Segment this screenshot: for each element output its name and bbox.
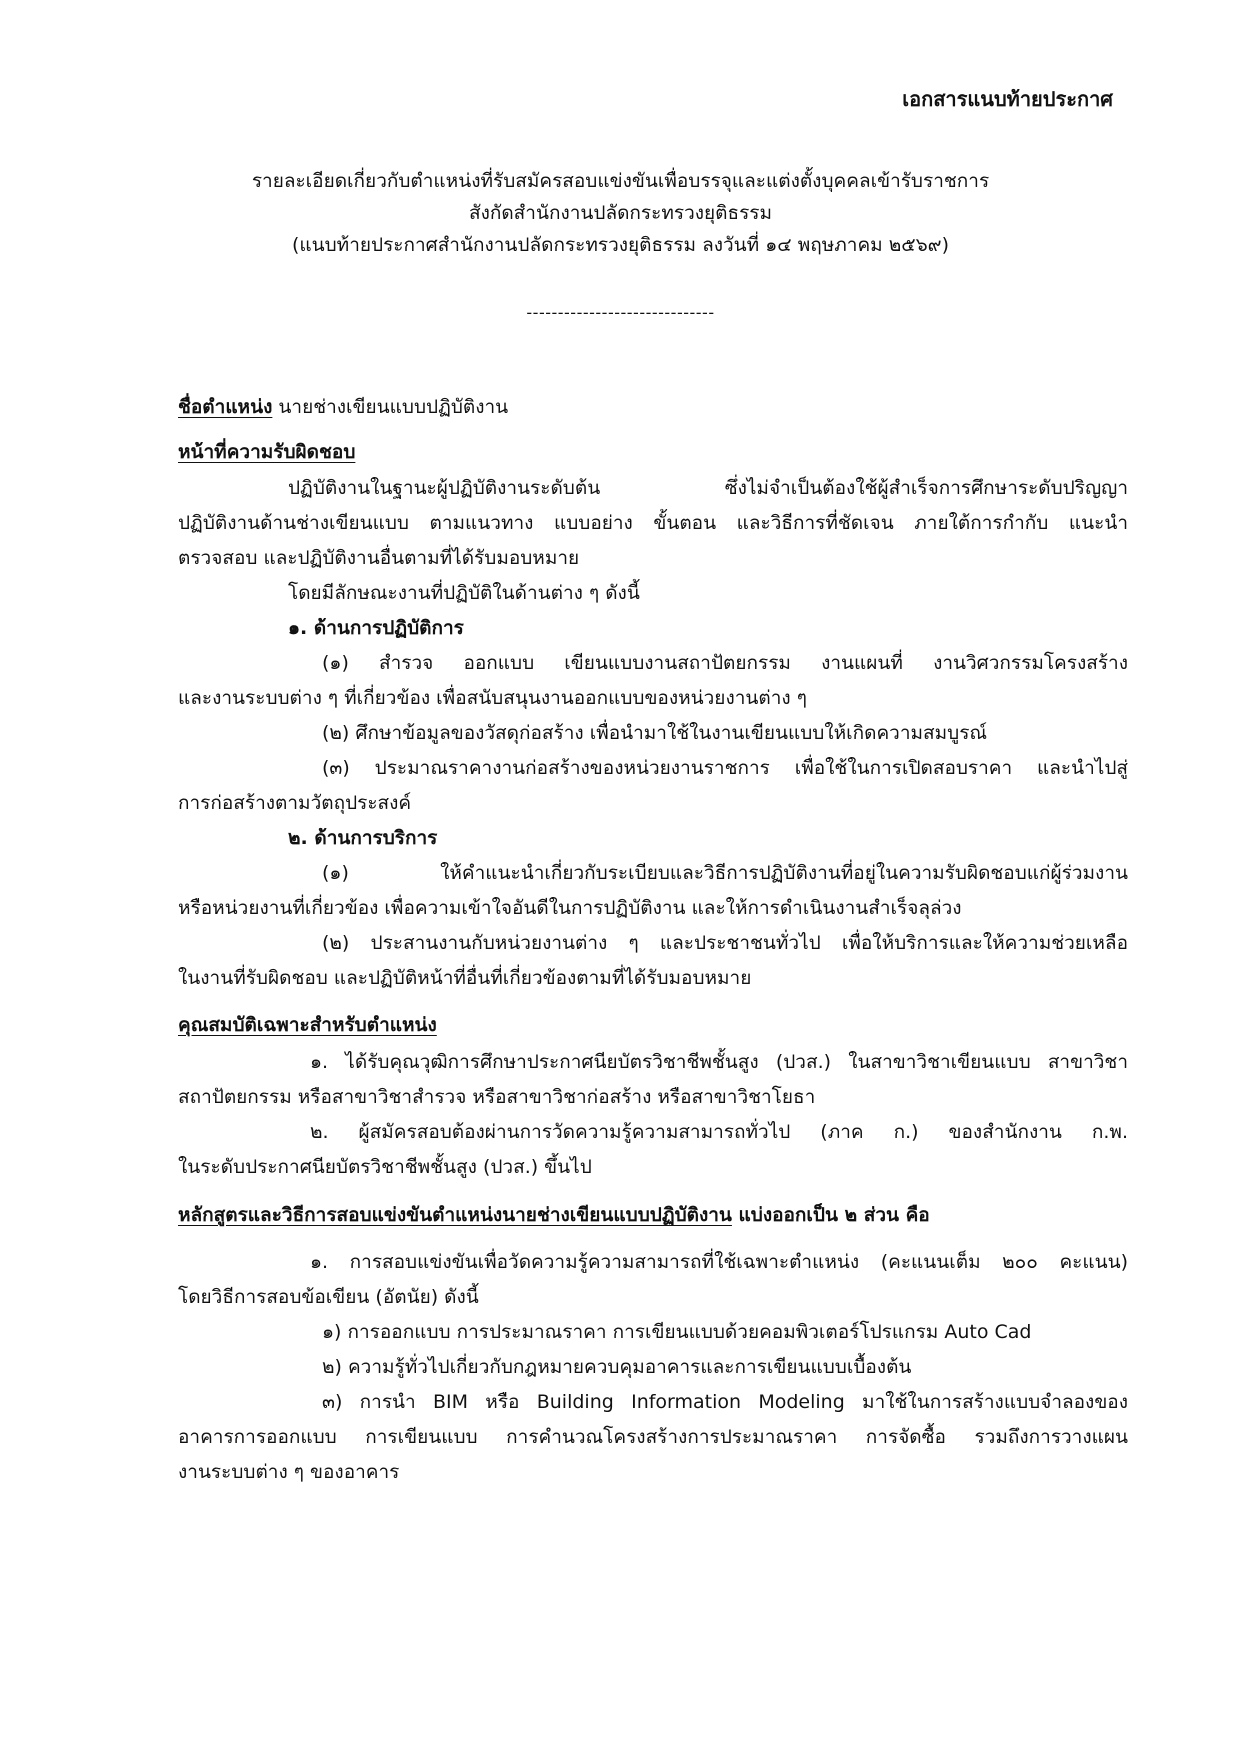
header-line-3: (แนบท้ายประกาศสำนักงานปลัดกระทรวงยุติธรรม ลงวันที่ ๑๔ พฤษภาคม ๒๕๖๙) [291,234,950,256]
section1-title: ๑. ด้านการปฏิบัติการ [288,617,464,639]
duties-intro-line-2: ปฏิบัติงานด้านช่างเขียนแบบ ตามแนวทาง แบบอย่าง ขั้นตอน และวิธีการที่ชัดเจน ภายใต้การกำกับ แนะนำ [178,512,1128,534]
qualification-2-line2: ในระดับประกาศนียบัตรวิชาชีพชั้นสูง (ปวส.) ขึ้นไป [178,1156,592,1178]
qualification-1-line1: ๑. ได้รับคุณวุฒิการศึกษาประกาศนียบัตรวิชาชีพชั้นสูง (ปวส.) ในสาขาวิชาเขียนแบบ สาขาวิชา [310,1051,1128,1073]
duties-intro-line-3: ตรวจสอบ และปฏิบัติงานอื่นตามที่ได้รับมอบหมาย [178,547,580,569]
section2-item1-line2: หรือหน่วยงานที่เกี่ยวข้อง เพื่อความเข้าใจอันดีในการปฏิบัติงาน และให้การดำเนินงานสำเร็จลุล่วง [178,897,962,919]
position-label: ชื่อตำแหน่ง [178,396,273,418]
section1-item1-line1: (๑) สำรวจ ออกแบบ เขียนแบบงานสถาปัตยกรรม งานแผนที่ งานวิศวกรรมโครงสร้าง [322,652,1128,674]
curriculum-subitem1-line1: ๑) การออกแบบ การประมาณราคา การเขียนแบบด้วยคอมพิวเตอร์โปรแกรม Auto Cad [322,1321,1032,1343]
duties-intro-line-1: ปฏิบัติงานในฐานะผู้ปฏิบัติงานระดับต้น ซึ่งไม่จำเป็นต้องใช้ผู้สำเร็จการศึกษาระดับปริญญา [288,477,1128,499]
qualification-2-line1: ๒. ผู้สมัครสอบต้องผ่านการวัดความรู้ความสามารถทั่วไป (ภาค ก.) ของสำนักงาน ก.พ. [310,1121,1128,1143]
curriculum-heading-row [178,1200,930,1230]
curriculum-item1-line2: โดยวิธีการสอบข้อเขียน (อัตนัย) ดังนี้ [178,1286,479,1308]
separator-line: ------------------------------ [526,303,715,322]
duties-heading: หน้าที่ความรับผิดชอบ [178,441,356,463]
curriculum-subitem2-line1: ๒) ความรู้ทั่วไปเกี่ยวกับกฎหมายควบคุมอาคารและการเขียนแบบเบื้องต้น [322,1356,912,1378]
position-value: นายช่างเขียนแบบปฏิบัติงาน [278,396,509,418]
curriculum-subitem3-line1: ๓) การนำ BIM หรือ Building Information Modeling มาใช้ในการสร้างแบบจำลองของ [322,1391,1128,1413]
section2-item2-line1: (๒) ประสานงานกับหน่วยงานต่าง ๆ และประชาชนทั่วไป เพื่อให้บริการและให้ความช่วยเหลือ [322,932,1128,954]
section1-item3-line2: การก่อสร้างตามวัตถุประสงค์ [178,792,412,814]
curriculum-heading: หลักสูตรและวิธีการสอบแข่งขันตำแหน่งนายช่างเขียนแบบปฏิบัติงาน [178,1204,732,1226]
qualifications-heading: คุณสมบัติเฉพาะสำหรับตำแหน่ง [178,1014,437,1036]
header-line-1: รายละเอียดเกี่ยวกับตำแหน่งที่รับสมัครสอบแข่งขันเพื่อบรรจุและแต่งตั้งบุคคลเข้ารับราชการ [251,170,990,192]
section2-title: ๒. ด้านการบริการ [288,827,438,849]
attachment-label: เอกสารแนบท้ายประกาศ [902,87,1113,111]
curriculum-item1-line1: ๑. การสอบแข่งขันเพื่อวัดความรู้ความสามารถที่ใช้เฉพาะตำแหน่ง (คะแนนเต็ม ๒๐๐ คะแนน) [310,1251,1128,1273]
curriculum-subitem3-line2: อาคารการออกแบบ การเขียนแบบ การคำนวณโครงสร้างการประมาณราคา การจัดซื้อ รวมถึงการวางแผน [178,1426,1128,1448]
section1-item3-line1: (๓) ประมาณราคางานก่อสร้างของหน่วยงานราชการ เพื่อใช้ในการเปิดสอบราคา และนำไปสู่ [322,757,1128,779]
header-line-2: สังกัดสำนักงานปลัดกระทรวงยุติธรรม [468,202,773,224]
curriculum-subitem3-line3: งานระบบต่าง ๆ ของอาคาร [178,1461,400,1483]
section2-item2-line2: ในงานที่รับผิดชอบ และปฏิบัติหน้าที่อื่นที่เกี่ยวข้องตามที่ได้รับมอบหมาย [178,967,752,989]
section2-item1-line1: (๑) ให้คำแนะนำเกี่ยวกับระเบียบและวิธีการปฏิบัติงานที่อยู่ในความรับผิดชอบแก่ผู้ร่วมงาน [322,862,1128,884]
qualification-1-line2: สถาปัตยกรรม หรือสาขาวิชาสำรวจ หรือสาขาวิชาก่อสร้าง หรือสาขาวิชาโยธา [178,1086,816,1108]
section1-item1-line2: และงานระบบต่าง ๆ ที่เกี่ยวข้อง เพื่อสนับสนุนงานออกแบบของหน่วยงานต่าง ๆ [178,687,807,709]
position-row [178,392,508,422]
section1-item2-line1: (๒) ศึกษาข้อมูลของวัสดุก่อสร้าง เพื่อนำมาใช้ในงานเขียนแบบให้เกิดความสมบูรณ์ [322,722,988,744]
curriculum-heading-suffix: แบ่งออกเป็น ๒ ส่วน คือ [731,1204,930,1226]
duties-lead: โดยมีลักษณะงานที่ปฏิบัติในด้านต่าง ๆ ดังนี้ [288,582,640,604]
